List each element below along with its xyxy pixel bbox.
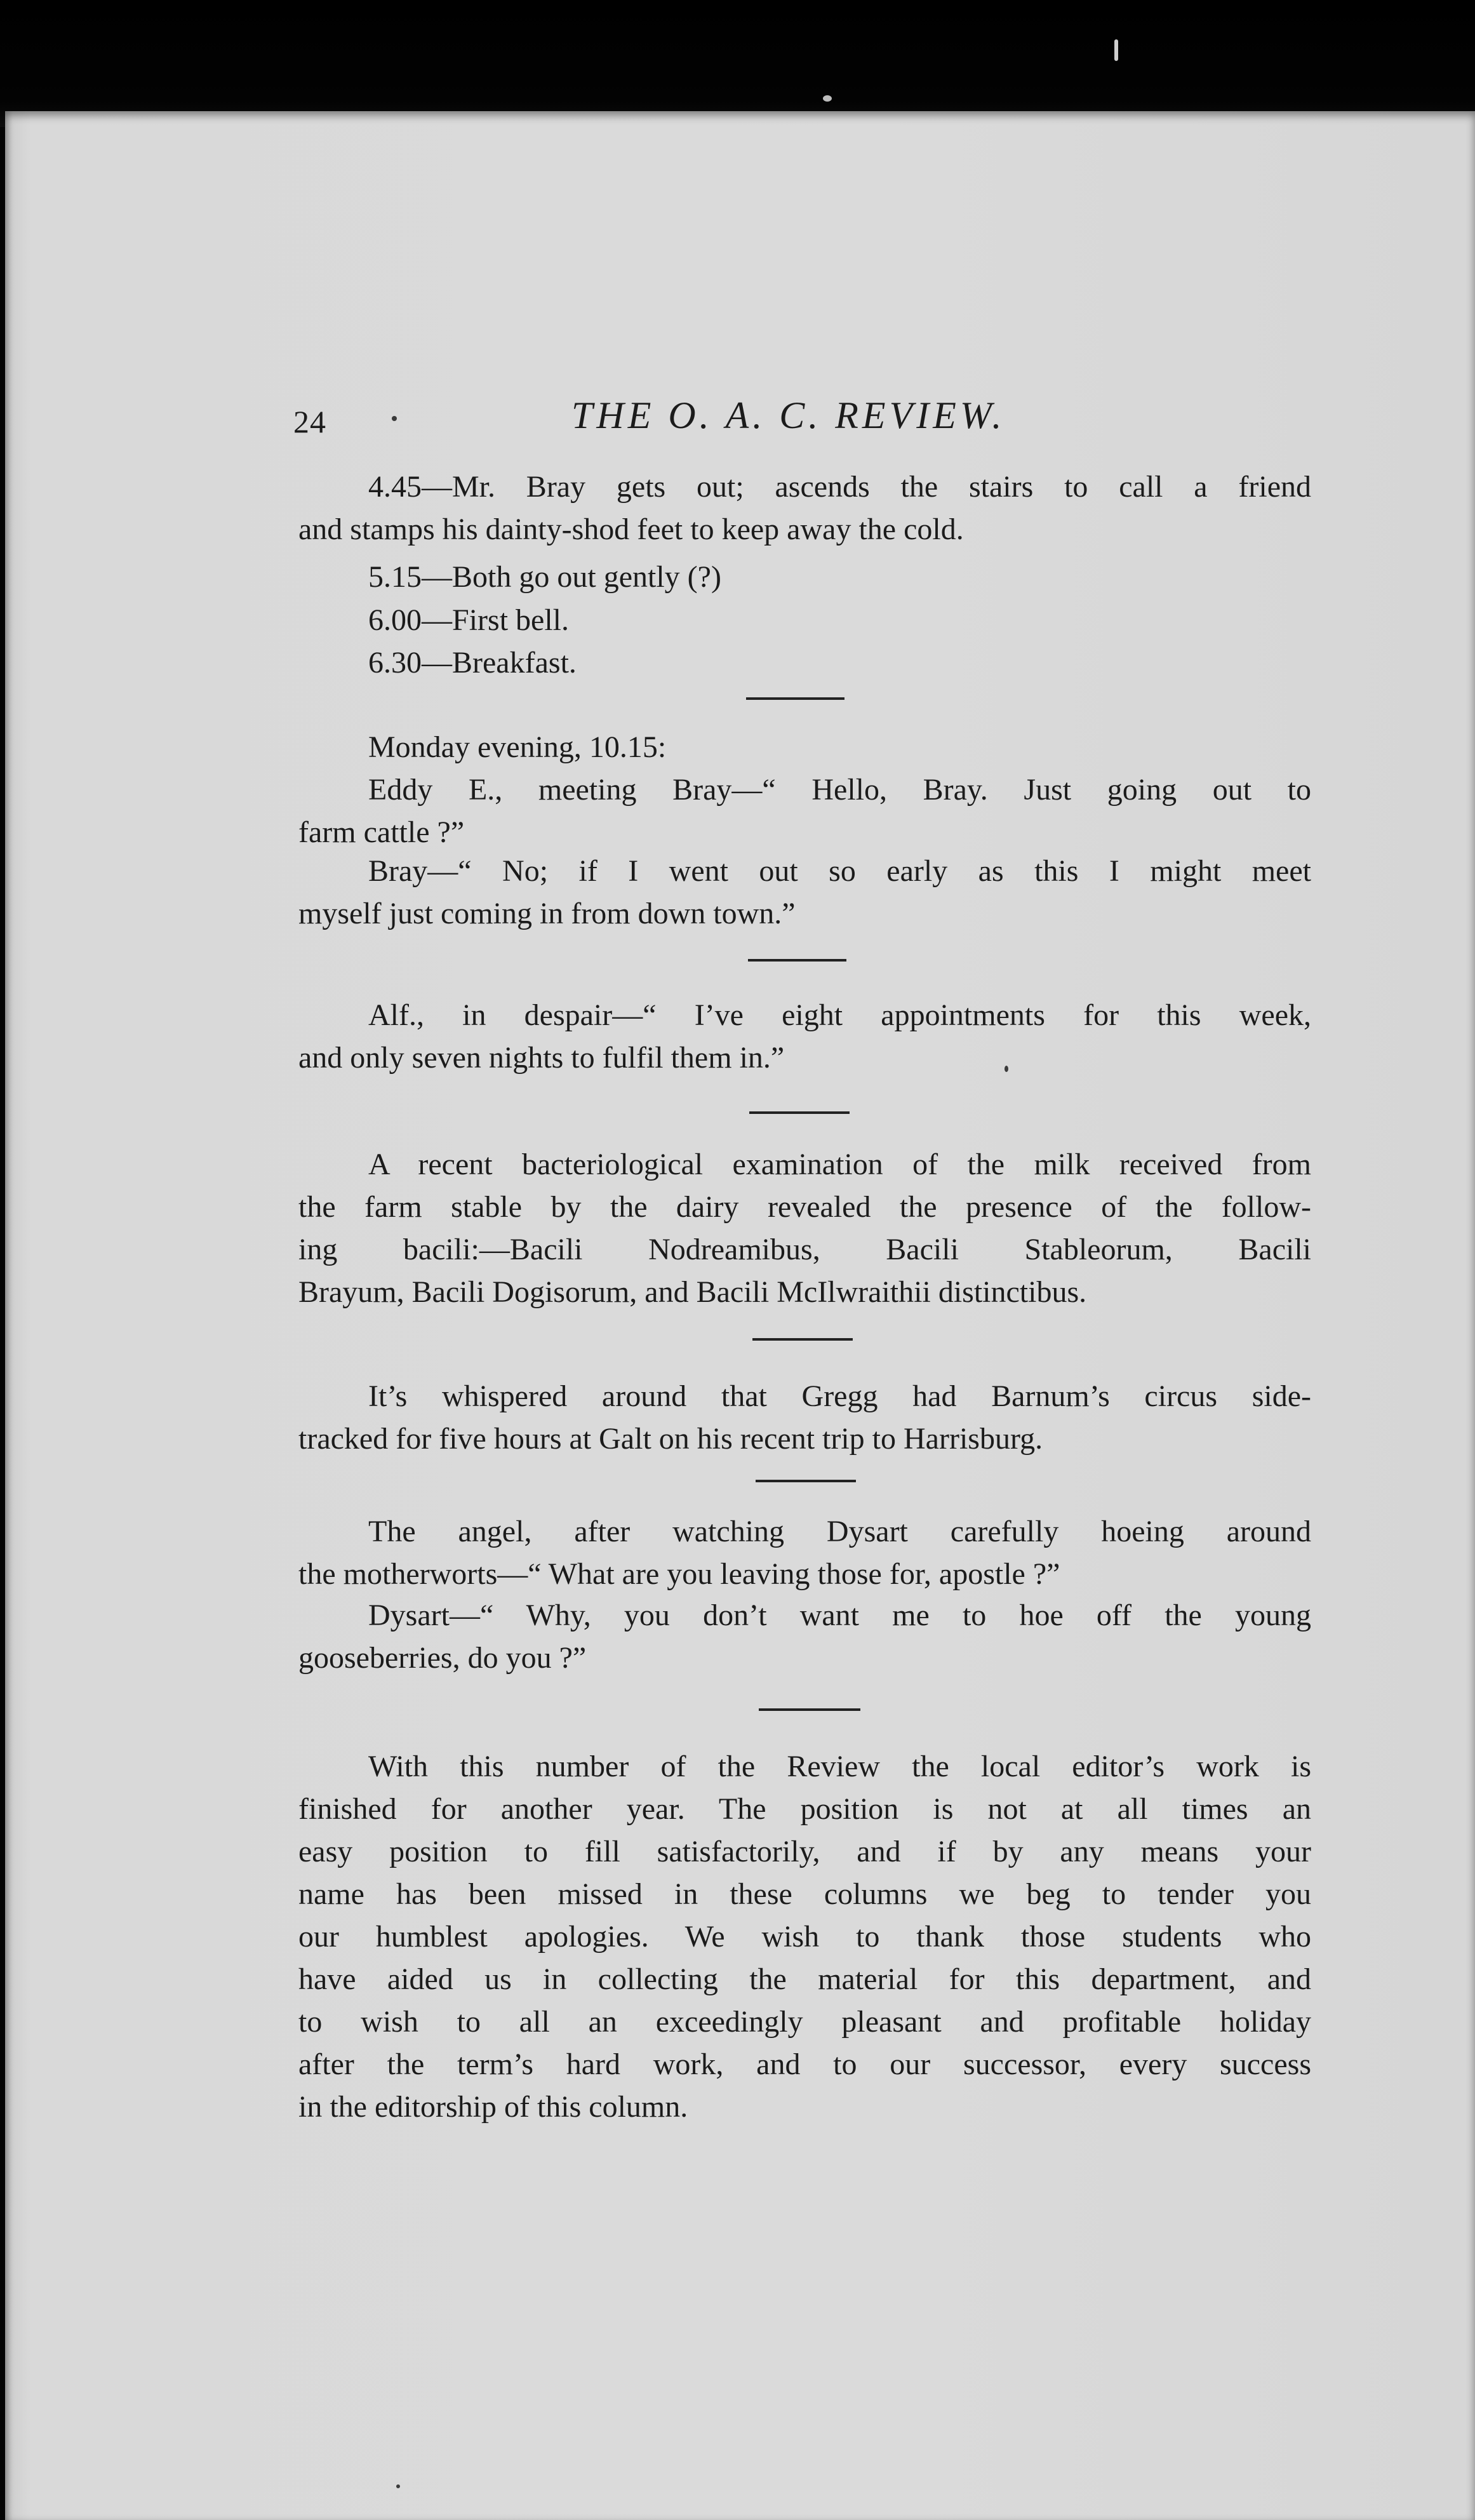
text-line: easy position to fill satisfactorily, and if by any means your bbox=[298, 1835, 1311, 1868]
text-line: Brayum, Bacili Dogisorum, and Bacili McIlwraithii distinctibus. bbox=[298, 1275, 1087, 1309]
text-line: Eddy E., meeting Bray—“ Hello, Bray. Just going out to bbox=[368, 773, 1311, 807]
text-line: With this number of the Review the local editor’s work is bbox=[368, 1750, 1311, 1783]
dysart-paragraph bbox=[298, 1594, 1311, 1679]
text-line: 6.00—First bell. bbox=[368, 603, 570, 637]
text-line: finished for another year. The position is not at all times an bbox=[298, 1792, 1311, 1826]
bacteriological-paragraph bbox=[298, 1143, 1311, 1313]
entry-4-45 bbox=[298, 466, 1311, 551]
text-line: to wish to all an exceedingly pleasant and profitable holiday bbox=[298, 2005, 1311, 2039]
text-line: 6.30—Breakfast. bbox=[368, 646, 577, 680]
section-divider bbox=[746, 697, 844, 700]
text-line: the farm stable by the dairy revealed the presence of the follow- bbox=[298, 1190, 1311, 1224]
section-divider bbox=[748, 959, 846, 962]
gregg-paragraph bbox=[298, 1375, 1311, 1460]
eddy-dialogue bbox=[298, 768, 1311, 854]
alf-paragraph bbox=[298, 994, 1311, 1079]
text-line: The angel, after watching Dysart carefully hoeing around bbox=[368, 1515, 1311, 1548]
text-line: have aided us in collecting the material for this department, and bbox=[298, 1962, 1311, 1996]
text-line: 5.15—Both go out gently (?) bbox=[368, 560, 721, 594]
text-line: Dysart—“ Why, you don’t want me to hoe off the young bbox=[368, 1598, 1311, 1632]
monday-heading bbox=[298, 726, 1311, 768]
text-line: gooseberries, do you ?” bbox=[298, 1641, 587, 1675]
section-divider bbox=[756, 1480, 856, 1482]
angel-paragraph bbox=[298, 1510, 1311, 1595]
text-line: tracked for five hours at Galt on his recent trip to Harrisburg. bbox=[298, 1422, 1043, 1456]
text-line: our humblest apologies. We wish to thank those students who bbox=[298, 1920, 1311, 1954]
text-line: 4.45—Mr. Bray gets out; ascends the stairs to call a friend bbox=[368, 470, 1311, 504]
text-line: name has been missed in these columns we beg to tender you bbox=[298, 1877, 1311, 1911]
section-divider bbox=[752, 1338, 853, 1341]
entry-5-15 bbox=[298, 556, 1311, 598]
entry-6-30 bbox=[298, 641, 1311, 684]
bray-dialogue bbox=[298, 850, 1311, 935]
text-line: Bray—“ No; if I went out so early as this I might meet bbox=[368, 854, 1311, 888]
section-divider bbox=[749, 1111, 850, 1114]
entry-6-00 bbox=[298, 599, 1311, 641]
section-divider bbox=[759, 1708, 860, 1711]
text-line: in the editorship of this column. bbox=[298, 2090, 688, 2124]
text-line: after the term’s hard work, and to our successor, every success bbox=[298, 2048, 1311, 2081]
editor-farewell-paragraph bbox=[298, 1745, 1311, 2128]
text-line: and only seven nights to fulfil them in.” bbox=[298, 1041, 785, 1075]
text-line: Monday evening, 10.15: bbox=[368, 730, 667, 764]
text-line: It’s whispered around that Gregg had Barnum’s circus side- bbox=[368, 1379, 1311, 1413]
text-line: the motherworts—“ What are you leaving those for, apostle ?” bbox=[298, 1557, 1060, 1591]
text-line: Alf., in despair—“ I’ve eight appointments for this week, bbox=[368, 998, 1311, 1032]
text-line: myself just coming in from down town.” bbox=[298, 897, 796, 930]
text-line: A recent bacteriological examination of the milk received from bbox=[368, 1148, 1311, 1181]
text-line: and stamps his dainty-shod feet to keep away the cold. bbox=[298, 513, 964, 546]
text-line: ing bacili:—Bacili Nodreamibus, Bacili Stableorum, Bacili bbox=[298, 1233, 1311, 1266]
running-title: THE O. A. C. REVIEW. bbox=[571, 394, 1006, 436]
page-number: 24 bbox=[293, 404, 326, 439]
text-line: farm cattle ?” bbox=[298, 815, 465, 849]
